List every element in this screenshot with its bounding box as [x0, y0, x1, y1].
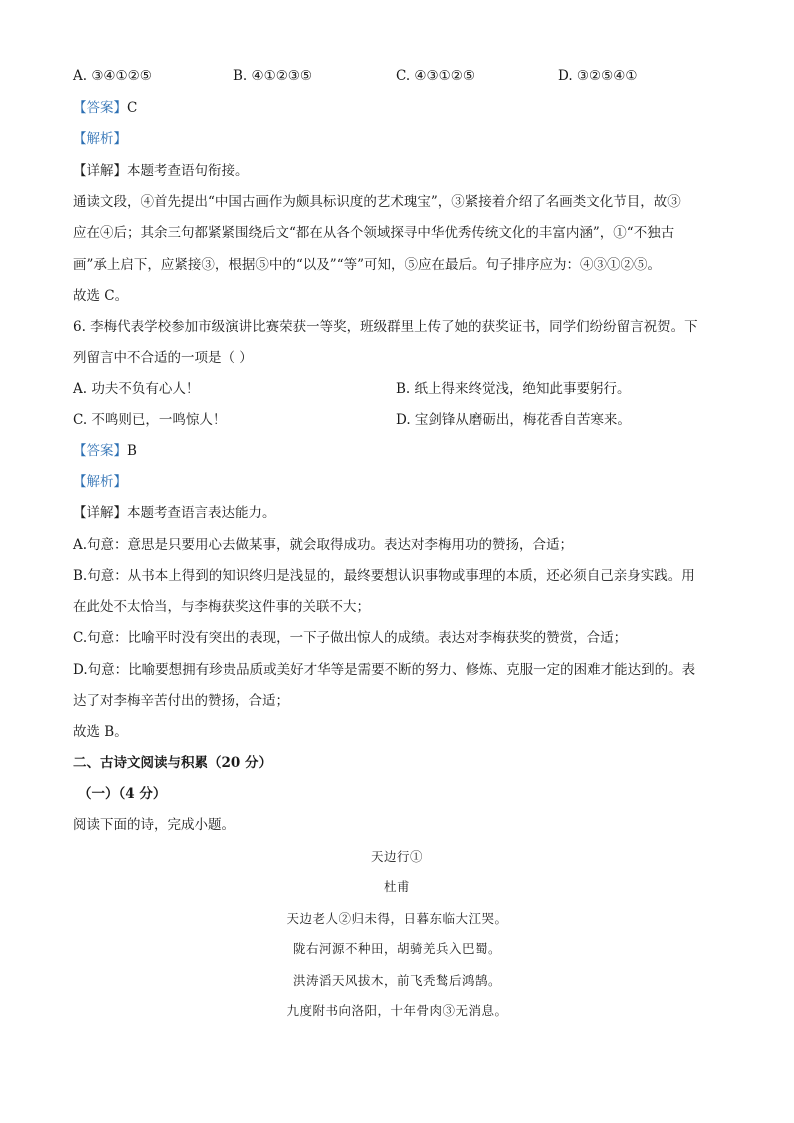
- q6-option-b: B. 纸上得来终觉浅，绝知此事要躬行。: [396, 381, 631, 397]
- q6-explanation-line: D.句意：比喻要想拥有珍贵品质或美好才华等是需要不断的努力、修炼、克服一定的困难才能达到的。表: [73, 662, 696, 678]
- q5-option-b: B. ④①②③⑤: [233, 68, 313, 84]
- poem-line: 天边老人②归未得，日暮东临大江哭。: [286, 911, 508, 926]
- q5-explanation-line: 画”承上启下，应紧接③，根据⑤中的“以及”“等”可知，⑤应在最后。句子排序应为：④③①②⑤。: [73, 257, 662, 273]
- analysis-tag: 【解析】: [73, 131, 127, 147]
- q6-explanation-line: A.句意：意思是只要用心去做某事，就会取得成功。表达对李梅用功的赞扬，合适；: [73, 537, 574, 553]
- q6-stem-line: 列留言中不合适的一项是（ ）: [73, 350, 253, 366]
- poem-author: 杜甫: [383, 879, 410, 894]
- q6-explanation-line: B.句意：从书本上得到的知识终归是浅显的，最终要想认识事物或事理的本质，还必须自己亲身实践。用: [73, 568, 695, 584]
- answer-value: C: [127, 100, 138, 116]
- q5-option-d: D. ③②⑤④①: [558, 68, 638, 84]
- detail-tag: 【详解】: [73, 163, 127, 179]
- q5-explanation-line: 通读文段，④首先提出“中国古画作为颇具标识度的艺术瑰宝”，③紧接着介绍了名画类文化节目，故③: [73, 194, 681, 210]
- q5-analysis: [73, 130, 725, 148]
- detail-tag: 【详解】: [73, 505, 127, 521]
- q5-option-a: A. ③④①②⑤: [73, 68, 152, 84]
- poem-title: 天边行①: [370, 849, 423, 864]
- detail-text: 本题考查语句衔接。: [127, 163, 249, 179]
- q5-option-c: C. ④③①②⑤: [396, 68, 475, 84]
- answer-tag: 【答案】: [73, 100, 127, 116]
- analysis-tag: 【解析】: [73, 474, 127, 490]
- q5-conclusion: 故选 C。: [73, 288, 129, 304]
- detail-text: 本题考查语言表达能力。: [127, 505, 276, 521]
- q6-answer: [73, 442, 725, 460]
- instruction: 阅读下面的诗，完成小题。: [73, 817, 235, 833]
- q5-explanation-line: 应在④后；其余三句都紧紧围绕后文“都在从各个领域探寻中华优秀传统文化的丰富内涵”，①“不独古: [73, 225, 675, 241]
- poem-line: 洪涛滔天风拔木，前飞秃鹙后鸿鹄。: [292, 973, 501, 988]
- q6-analysis: [73, 473, 725, 491]
- q6-option-a: A. 功夫不负有心人！: [73, 381, 200, 397]
- q6-conclusion: 故选 B。: [73, 724, 128, 740]
- q6-option-c: C. 不鸣则已，一鸣惊人！: [73, 412, 227, 428]
- section-heading: 二、古诗文阅读与积累（20 分）: [73, 755, 272, 771]
- q6-explanation-line: 达了对李梅辛苦付出的赞扬，合适；: [73, 693, 289, 709]
- poem-line: 陇右河源不种田，胡骑羌兵入巴蜀。: [292, 941, 501, 956]
- answer-tag: 【答案】: [73, 443, 127, 459]
- q6-detail: [73, 504, 725, 522]
- q6-explanation-line: C.句意：比喻平时没有突出的表现，一下子做出惊人的成绩。表达对李梅获奖的赞赏，合适；: [73, 630, 628, 646]
- poem-line: 九度附书向洛阳，十年骨肉③无消息。: [286, 1003, 508, 1018]
- q6-option-d: D. 宝剑锋从磨砺出，梅花香自苦寒来。: [396, 412, 631, 428]
- sub-section-heading: （一）（4 分）: [78, 786, 167, 802]
- q6-stem-line: 6. 李梅代表学校参加市级演讲比赛荣获一等奖，班级群里上传了她的获奖证书，同学们纷纷留言祝贺。下: [73, 319, 698, 335]
- q5-detail: [73, 162, 725, 180]
- answer-value: B: [127, 443, 137, 459]
- q6-explanation-line: 在此处不太恰当，与李梅获奖这件事的关联不大；: [73, 599, 370, 615]
- q5-answer: [73, 99, 725, 117]
